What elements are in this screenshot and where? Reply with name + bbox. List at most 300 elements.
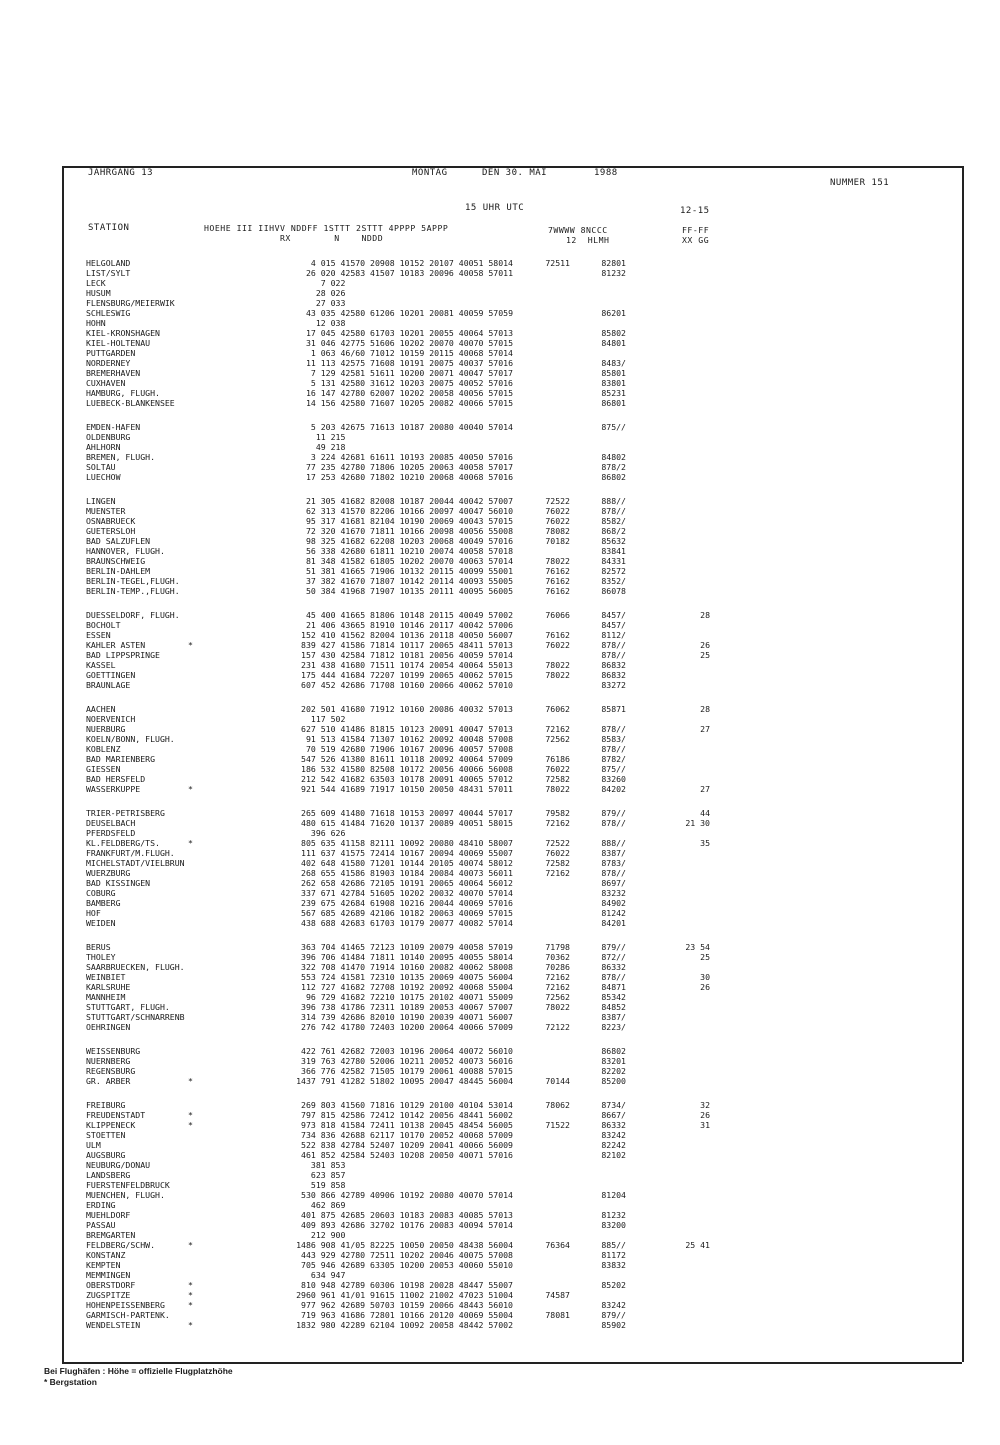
cloud-code: 878// bbox=[601, 972, 626, 982]
weather-code: 76022 bbox=[545, 516, 570, 526]
station-values: 202 501 41680 71912 10160 20086 40032 57013 bbox=[301, 704, 513, 714]
mountain-marker: * bbox=[188, 1300, 193, 1310]
station-name: STUTTGART/SCHNARRENB bbox=[86, 1012, 185, 1022]
table-row bbox=[0, 288, 1000, 298]
station-values: 734 836 42688 62117 10170 20052 40068 57009 bbox=[301, 1130, 513, 1140]
column-station-header: STATION bbox=[88, 223, 130, 233]
weather-code: 72522 bbox=[545, 838, 570, 848]
station-name: WEISSENBURG bbox=[86, 1046, 141, 1056]
cloud-code: 879// bbox=[601, 942, 626, 952]
station-name: KEMPTEN bbox=[86, 1260, 121, 1270]
cloud-code: 82572 bbox=[601, 566, 626, 576]
column-values-header: HOEHE III IIHVV NDDFF 1STTT 2STTT 4PPPP 5APPP bbox=[204, 223, 449, 233]
table-row bbox=[0, 506, 1000, 516]
table-row bbox=[0, 1150, 1000, 1160]
mountain-marker: * bbox=[188, 1240, 193, 1250]
station-name: HANNOVER, FLUGH. bbox=[86, 546, 165, 556]
table-row bbox=[0, 808, 1000, 818]
weather-code: 76022 bbox=[545, 506, 570, 516]
station-values: 11 215 bbox=[315, 432, 513, 442]
table-row bbox=[0, 1130, 1000, 1140]
cloud-code: 86802 bbox=[601, 472, 626, 482]
station-values: 117 502 bbox=[310, 714, 513, 724]
station-values: 231 438 41680 71511 10174 20054 40064 55013 bbox=[301, 660, 513, 670]
station-name: KIEL-HOLTENAU bbox=[86, 338, 151, 348]
table-row bbox=[0, 496, 1000, 506]
station-values: 1437 791 41282 51802 10095 20047 48445 56004 bbox=[296, 1076, 513, 1086]
station-name: NORDERNEY bbox=[86, 358, 131, 368]
table-row bbox=[0, 1210, 1000, 1220]
station-name: LECK bbox=[86, 278, 106, 288]
table-row bbox=[0, 982, 1000, 992]
station-name: LINGEN bbox=[86, 496, 116, 506]
table-row bbox=[0, 1180, 1000, 1190]
station-values: 5 203 42675 71613 10187 20080 40040 57014 bbox=[310, 422, 513, 432]
table-row bbox=[0, 1250, 1000, 1260]
station-values: 567 685 42689 42106 10182 20063 40069 57015 bbox=[301, 908, 513, 918]
weather-code: 72562 bbox=[545, 734, 570, 744]
station-name: LANDSBERG bbox=[86, 1170, 131, 1180]
station-values: 98 325 41682 62208 10203 20068 40049 57016 bbox=[305, 536, 513, 546]
table-row bbox=[0, 1230, 1000, 1240]
issue-number: NUMMER 151 bbox=[830, 178, 890, 188]
station-values: 810 948 42789 60306 10198 20028 48447 55007 bbox=[301, 1280, 513, 1290]
cloud-code: 86201 bbox=[601, 308, 626, 318]
station-values: 12 038 bbox=[315, 318, 513, 328]
station-values: 43 035 42580 61206 10201 20081 40059 57059 bbox=[305, 308, 513, 318]
year-value: 1988 bbox=[594, 168, 618, 178]
table-row bbox=[0, 680, 1000, 690]
cloud-code: 875// bbox=[601, 422, 626, 432]
cloud-code: 84202 bbox=[601, 784, 626, 794]
station-values: 16 147 42780 62007 10202 20058 40056 57015 bbox=[305, 388, 513, 398]
station-values: 17 253 42680 71802 10210 20068 40068 57016 bbox=[305, 472, 513, 482]
station-values: 175 444 41684 72207 10199 20065 40062 57015 bbox=[301, 670, 513, 680]
station-name: MICHELSTADT/VIELBRUN bbox=[86, 858, 185, 868]
cloud-code: 878// bbox=[601, 868, 626, 878]
station-name: KOELN/BONN, FLUGH. bbox=[86, 734, 175, 744]
station-values: 634 947 bbox=[310, 1270, 513, 1280]
station-values: 461 852 42584 52403 10208 20050 40071 57016 bbox=[301, 1150, 513, 1160]
range-label: 12-15 bbox=[680, 206, 710, 216]
station-values: 607 452 42686 71708 10160 20066 40062 57010 bbox=[301, 680, 513, 690]
cloud-code: 872// bbox=[601, 952, 626, 962]
mountain-marker: * bbox=[188, 1320, 193, 1330]
station-name: BERLIN-TEGEL,FLUGH. bbox=[86, 576, 180, 586]
station-name: FRANKFURT/M.FLUGH. bbox=[86, 848, 175, 858]
cloud-code: 83200 bbox=[601, 1220, 626, 1230]
station-name: HOF bbox=[86, 908, 101, 918]
station-name: BAD LIPPSPRINGE bbox=[86, 650, 160, 660]
table-row bbox=[0, 1056, 1000, 1066]
station-values: 1486 908 41/05 82225 10050 20050 48438 56004 bbox=[296, 1240, 513, 1250]
table-row bbox=[0, 888, 1000, 898]
cloud-code: 8223/ bbox=[601, 1022, 626, 1032]
cloud-code: 8734/ bbox=[601, 1100, 626, 1110]
weather-code: 72162 bbox=[545, 868, 570, 878]
station-values: 921 544 41689 71917 10150 20050 48431 57011 bbox=[301, 784, 513, 794]
station-name: KOBLENZ bbox=[86, 744, 121, 754]
cloud-code: 83232 bbox=[601, 888, 626, 898]
table-row bbox=[0, 670, 1000, 680]
station-name: NUERNBERG bbox=[86, 1056, 131, 1066]
station-name: FREIBURG bbox=[86, 1100, 126, 1110]
weather-code: 76022 bbox=[545, 640, 570, 650]
weather-code: 72162 bbox=[545, 724, 570, 734]
table-row bbox=[0, 536, 1000, 546]
weather-code: 79582 bbox=[545, 808, 570, 818]
station-values: 322 708 41470 71914 10160 20082 40062 58008 bbox=[301, 962, 513, 972]
station-name: BRAUNLAGE bbox=[86, 680, 131, 690]
gust-value: 21 30 bbox=[685, 818, 710, 828]
station-name: GIESSEN bbox=[86, 764, 121, 774]
table-row bbox=[0, 1076, 1000, 1086]
station-values: 4 015 41570 20908 10152 20107 40051 58014 bbox=[310, 258, 513, 268]
weather-code: 78022 bbox=[545, 784, 570, 794]
table-row bbox=[0, 660, 1000, 670]
weekday-label: MONTAG bbox=[412, 168, 448, 178]
cloud-code: 86832 bbox=[601, 660, 626, 670]
table-row bbox=[0, 784, 1000, 794]
weather-code: 72162 bbox=[545, 818, 570, 828]
cloud-code: 8783/ bbox=[601, 858, 626, 868]
table-row bbox=[0, 1110, 1000, 1120]
station-name: KARLSRUHE bbox=[86, 982, 131, 992]
table-row bbox=[0, 1190, 1000, 1200]
column-weather-subheader: 12 HLMH bbox=[566, 235, 610, 245]
weather-code: 76062 bbox=[545, 704, 570, 714]
station-values: 14 156 42580 71607 10205 20082 40066 57015 bbox=[305, 398, 513, 408]
table-row bbox=[0, 278, 1000, 288]
cloud-code: 86802 bbox=[601, 1046, 626, 1056]
gust-value: 32 bbox=[700, 1100, 710, 1110]
cloud-code: 83201 bbox=[601, 1056, 626, 1066]
weather-code: 70144 bbox=[545, 1076, 570, 1086]
table-row bbox=[0, 818, 1000, 828]
table-row bbox=[0, 472, 1000, 482]
cloud-code: 888// bbox=[601, 838, 626, 848]
table-row bbox=[0, 318, 1000, 328]
station-name: GARMISCH-PARTENK. bbox=[86, 1310, 170, 1320]
table-row bbox=[0, 576, 1000, 586]
station-name: FUERSTENFELDBRUCK bbox=[86, 1180, 170, 1190]
weather-code: 76162 bbox=[545, 566, 570, 576]
cloud-code: 82242 bbox=[601, 1140, 626, 1150]
station-values: 519 858 bbox=[310, 1180, 513, 1190]
mountain-marker: * bbox=[188, 1290, 193, 1300]
station-name: KASSEL bbox=[86, 660, 116, 670]
station-name: KLIPPENECK bbox=[86, 1120, 136, 1130]
station-name: NUERBURG bbox=[86, 724, 126, 734]
table-row bbox=[0, 1160, 1000, 1170]
station-values: 51 381 41665 71906 10132 20115 40099 55001 bbox=[305, 566, 513, 576]
cloud-code: 8582/ bbox=[601, 516, 626, 526]
station-name: WEINBIET bbox=[86, 972, 126, 982]
mountain-marker: * bbox=[188, 838, 193, 848]
weather-code: 78022 bbox=[545, 1002, 570, 1012]
cloud-code: 81232 bbox=[601, 1210, 626, 1220]
station-name: BAMBERG bbox=[86, 898, 121, 908]
weather-code: 78022 bbox=[545, 556, 570, 566]
station-name: DEUSELBACH bbox=[86, 818, 136, 828]
station-name: LUECHOW bbox=[86, 472, 121, 482]
station-name: SAARBRUECKEN, FLUGH. bbox=[86, 962, 185, 972]
station-values: 17 045 42580 61703 10201 20055 40064 57013 bbox=[305, 328, 513, 338]
station-values: 623 857 bbox=[310, 1170, 513, 1180]
cloud-code: 86332 bbox=[601, 962, 626, 972]
cloud-code: 83841 bbox=[601, 546, 626, 556]
table-row bbox=[0, 942, 1000, 952]
station-name: BERLIN-DAHLEM bbox=[86, 566, 151, 576]
station-values: 480 615 41484 71620 10137 20089 40051 58015 bbox=[301, 818, 513, 828]
station-values: 422 761 42682 72003 10196 20064 40072 56010 bbox=[301, 1046, 513, 1056]
station-name: WUERZBURG bbox=[86, 868, 131, 878]
cloud-code: 8457/ bbox=[601, 610, 626, 620]
table-row bbox=[0, 348, 1000, 358]
table-row bbox=[0, 526, 1000, 536]
cloud-code: 8697/ bbox=[601, 878, 626, 888]
gust-value: 28 bbox=[700, 610, 710, 620]
station-name: WENDELSTEIN bbox=[86, 1320, 141, 1330]
gust-value: 31 bbox=[700, 1120, 710, 1130]
table-row bbox=[0, 1220, 1000, 1230]
table-row bbox=[0, 952, 1000, 962]
table-row bbox=[0, 630, 1000, 640]
gust-value: 35 bbox=[700, 838, 710, 848]
station-values: 337 671 42784 51605 10202 20032 40070 57014 bbox=[301, 888, 513, 898]
table-row bbox=[0, 432, 1000, 442]
station-values: 212 900 bbox=[310, 1230, 513, 1240]
table-row bbox=[0, 1320, 1000, 1330]
weather-code: 70182 bbox=[545, 536, 570, 546]
weather-code: 76162 bbox=[545, 586, 570, 596]
station-name: KONSTANZ bbox=[86, 1250, 126, 1260]
cloud-code: 86832 bbox=[601, 670, 626, 680]
station-name: GUETERSLOH bbox=[86, 526, 136, 536]
cloud-code: 81232 bbox=[601, 268, 626, 278]
station-name: KL.FELDBERG/TS. bbox=[86, 838, 160, 848]
cloud-code: 8667/ bbox=[601, 1110, 626, 1120]
cloud-code: 8782/ bbox=[601, 754, 626, 764]
station-name: ZUGSPITZE bbox=[86, 1290, 131, 1300]
weather-code: 72511 bbox=[545, 258, 570, 268]
gust-value: 26 bbox=[700, 982, 710, 992]
cloud-code: 879// bbox=[601, 1310, 626, 1320]
station-name: BREMGARTEN bbox=[86, 1230, 136, 1240]
station-name: NOERVENICH bbox=[86, 714, 136, 724]
station-name: LUEBECK-BLANKENSEE bbox=[86, 398, 175, 408]
table-row bbox=[0, 918, 1000, 928]
table-row bbox=[0, 962, 1000, 972]
station-values: 77 235 42780 71806 10205 20063 40058 57017 bbox=[305, 462, 513, 472]
station-values: 381 853 bbox=[310, 1160, 513, 1170]
cloud-code: 8352/ bbox=[601, 576, 626, 586]
cloud-code: 83242 bbox=[601, 1300, 626, 1310]
station-values: 363 704 41465 72123 10109 20079 40058 57019 bbox=[301, 942, 513, 952]
weather-code: 76066 bbox=[545, 610, 570, 620]
cloud-code: 875// bbox=[601, 764, 626, 774]
weather-code: 74587 bbox=[545, 1290, 570, 1300]
station-values: 805 635 41158 82111 10092 20080 48410 58007 bbox=[301, 838, 513, 848]
weather-code: 76162 bbox=[545, 576, 570, 586]
table-row bbox=[0, 620, 1000, 630]
cloud-code: 85902 bbox=[601, 1320, 626, 1330]
cloud-code: 885// bbox=[601, 1240, 626, 1250]
cloud-code: 86078 bbox=[601, 586, 626, 596]
station-values: 797 815 42586 72412 10142 20056 48441 56002 bbox=[301, 1110, 513, 1120]
table-row bbox=[0, 1310, 1000, 1320]
station-name: GR. ARBER bbox=[86, 1076, 131, 1086]
station-name: LIST/SYLT bbox=[86, 268, 131, 278]
table-row bbox=[0, 1260, 1000, 1270]
table-row bbox=[0, 298, 1000, 308]
cloud-code: 84802 bbox=[601, 452, 626, 462]
cloud-code: 84902 bbox=[601, 898, 626, 908]
cloud-code: 84852 bbox=[601, 1002, 626, 1012]
table-row bbox=[0, 566, 1000, 576]
station-name: ESSEN bbox=[86, 630, 111, 640]
table-row bbox=[0, 258, 1000, 268]
mountain-marker: * bbox=[188, 1280, 193, 1290]
station-values: 28 026 bbox=[315, 288, 513, 298]
footnote-airports: Bei Flughäfen : Höhe = offizielle Flugplatzhöhe bbox=[44, 1366, 233, 1376]
table-row bbox=[0, 516, 1000, 526]
station-name: MEMMINGEN bbox=[86, 1270, 131, 1280]
station-values: 212 542 41682 63503 10178 20091 40065 57012 bbox=[301, 774, 513, 784]
station-values: 268 655 41586 81903 10184 20084 40073 56011 bbox=[301, 868, 513, 878]
station-name: HUSUM bbox=[86, 288, 111, 298]
cloud-code: 81242 bbox=[601, 908, 626, 918]
station-values: 5 131 42580 31612 10203 20075 40052 57016 bbox=[310, 378, 513, 388]
table-row bbox=[0, 1280, 1000, 1290]
cloud-code: 85342 bbox=[601, 992, 626, 1002]
mountain-marker: * bbox=[188, 640, 193, 650]
weather-code: 78022 bbox=[545, 670, 570, 680]
gust-value: 27 bbox=[700, 784, 710, 794]
station-name: BOCHOLT bbox=[86, 620, 121, 630]
station-name: MUENSTER bbox=[86, 506, 126, 516]
station-values: 95 317 41681 82104 10190 20069 40043 57015 bbox=[305, 516, 513, 526]
cloud-code: 82102 bbox=[601, 1150, 626, 1160]
station-name: WEIDEN bbox=[86, 918, 116, 928]
station-values: 7 022 bbox=[320, 278, 513, 288]
cloud-code: 84331 bbox=[601, 556, 626, 566]
cloud-code: 85231 bbox=[601, 388, 626, 398]
station-name: BERLIN-TEMP.,FLUGH. bbox=[86, 586, 180, 596]
mountain-marker: * bbox=[188, 784, 193, 794]
station-values: 366 776 42582 71505 10179 20061 40088 57015 bbox=[301, 1066, 513, 1076]
station-name: HOHENPEISSENBERG bbox=[86, 1300, 165, 1310]
station-name: OEHRINGEN bbox=[86, 1022, 131, 1032]
date-label: DEN 30. MAI bbox=[482, 168, 548, 178]
cloud-code: 86332 bbox=[601, 1120, 626, 1130]
weather-code: 72122 bbox=[545, 1022, 570, 1032]
station-name: OSNABRUECK bbox=[86, 516, 136, 526]
station-values: 49 218 bbox=[315, 442, 513, 452]
cloud-code: 85632 bbox=[601, 536, 626, 546]
table-row bbox=[0, 714, 1000, 724]
station-name: MANNHEIM bbox=[86, 992, 126, 1002]
table-row bbox=[0, 1100, 1000, 1110]
weather-code: 78022 bbox=[545, 660, 570, 670]
table-row bbox=[0, 388, 1000, 398]
cloud-code: 83832 bbox=[601, 1260, 626, 1270]
cloud-code: 878// bbox=[601, 724, 626, 734]
column-gust-subheader: XX GG bbox=[682, 235, 710, 245]
cloud-code: 86801 bbox=[601, 398, 626, 408]
table-row bbox=[0, 452, 1000, 462]
gust-value: 25 bbox=[700, 952, 710, 962]
station-values: 7 129 42581 51611 10200 20071 40047 57017 bbox=[310, 368, 513, 378]
table-row bbox=[0, 754, 1000, 764]
weather-code: 76162 bbox=[545, 630, 570, 640]
station-values: 186 532 41580 82508 10172 20056 40066 56008 bbox=[301, 764, 513, 774]
weather-code: 70286 bbox=[545, 962, 570, 972]
station-values: 62 313 41570 82206 10166 20097 40047 56010 bbox=[305, 506, 513, 516]
table-row bbox=[0, 734, 1000, 744]
station-name: CUXHAVEN bbox=[86, 378, 126, 388]
station-values: 396 626 bbox=[310, 828, 513, 838]
station-values: 396 738 41786 72311 10189 20053 40067 57007 bbox=[301, 1002, 513, 1012]
station-name: STOETTEN bbox=[86, 1130, 126, 1140]
station-name: BAD SALZUFLEN bbox=[86, 536, 151, 546]
cloud-code: 878// bbox=[601, 640, 626, 650]
station-name: KAHLER ASTEN bbox=[86, 640, 146, 650]
station-values: 21 406 43665 81910 10146 20117 40042 57006 bbox=[305, 620, 513, 630]
cloud-code: 85200 bbox=[601, 1076, 626, 1086]
year-label: JAHRGANG 13 bbox=[88, 168, 154, 178]
station-values: 37 382 41670 71807 10142 20114 40093 55005 bbox=[305, 576, 513, 586]
cloud-code: 888// bbox=[601, 496, 626, 506]
station-values: 553 724 41581 72310 10135 20069 40075 56004 bbox=[301, 972, 513, 982]
cloud-code: 83272 bbox=[601, 680, 626, 690]
station-name: MUEHLDORF bbox=[86, 1210, 131, 1220]
table-row bbox=[0, 898, 1000, 908]
cloud-code: 83801 bbox=[601, 378, 626, 388]
station-values: 3 224 42681 61611 10193 20085 40050 57016 bbox=[310, 452, 513, 462]
station-name: ERDING bbox=[86, 1200, 116, 1210]
gust-value: 28 bbox=[700, 704, 710, 714]
station-values: 276 742 41780 72403 10200 20064 40066 57009 bbox=[301, 1022, 513, 1032]
weather-code: 71522 bbox=[545, 1120, 570, 1130]
weather-code: 72582 bbox=[545, 858, 570, 868]
station-values: 157 430 42584 71812 10181 20056 40059 57014 bbox=[301, 650, 513, 660]
table-row bbox=[0, 338, 1000, 348]
table-row bbox=[0, 556, 1000, 566]
table-row bbox=[0, 1022, 1000, 1032]
weather-code: 72162 bbox=[545, 972, 570, 982]
station-name: BREMERHAVEN bbox=[86, 368, 141, 378]
weather-code: 76022 bbox=[545, 848, 570, 858]
mountain-marker: * bbox=[188, 1076, 193, 1086]
cloud-code: 8387/ bbox=[601, 848, 626, 858]
cloud-code: 82801 bbox=[601, 258, 626, 268]
weather-code: 76186 bbox=[545, 754, 570, 764]
gust-value: 27 bbox=[700, 724, 710, 734]
station-values: 1832 980 42289 62104 10092 20058 48442 57002 bbox=[296, 1320, 513, 1330]
station-name: HOHN bbox=[86, 318, 106, 328]
table-row bbox=[0, 848, 1000, 858]
weather-code: 71798 bbox=[545, 942, 570, 952]
weather-code: 72582 bbox=[545, 774, 570, 784]
station-values: 522 838 42784 52407 10209 20041 40066 56009 bbox=[301, 1140, 513, 1150]
station-values: 402 648 41580 71201 10144 20105 40074 58012 bbox=[301, 858, 513, 868]
table-row bbox=[0, 1046, 1000, 1056]
weather-code: 76364 bbox=[545, 1240, 570, 1250]
weather-code: 72522 bbox=[545, 496, 570, 506]
station-values: 438 688 42683 61703 10179 20077 40082 57014 bbox=[301, 918, 513, 928]
cloud-code: 8483/ bbox=[601, 358, 626, 368]
